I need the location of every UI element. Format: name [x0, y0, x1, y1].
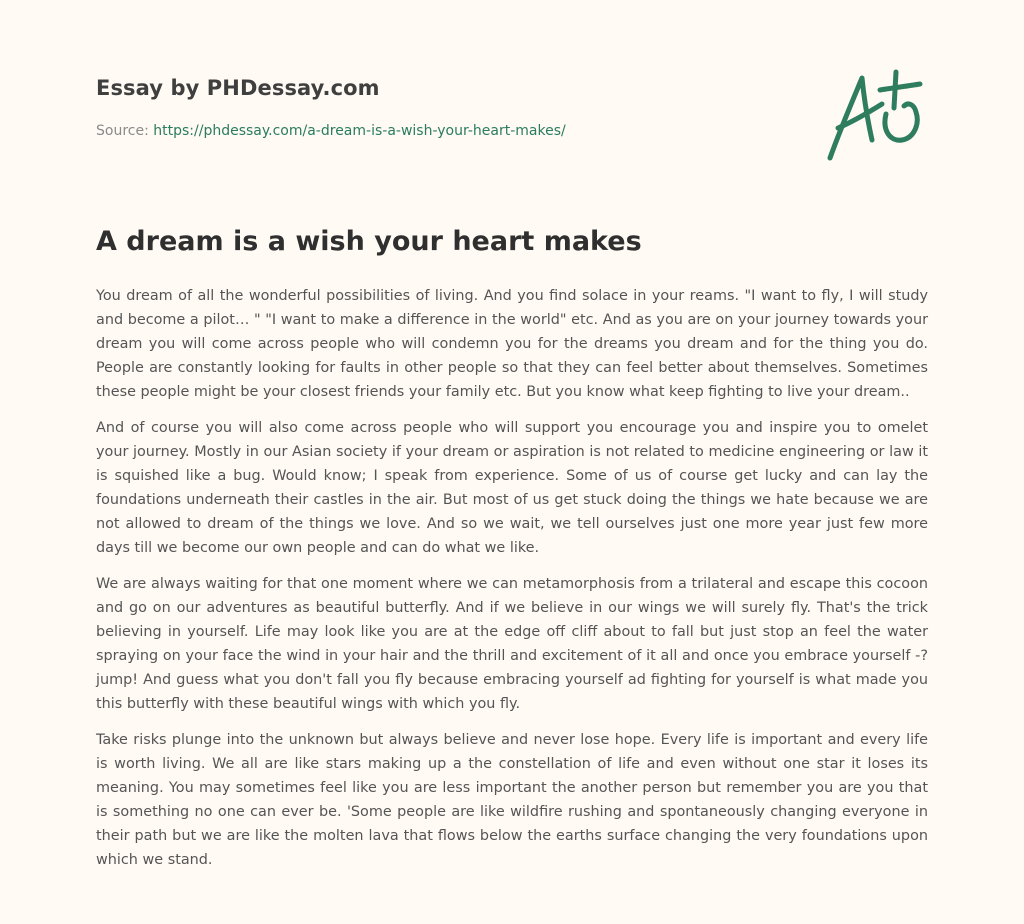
source-link[interactable]: https://phdessay.com/a-dream-is-a-wish-your-heart-makes/	[153, 123, 566, 139]
essay-paragraph: And of course you will also come across people who will support you encourage you and inspire you to omelet your journey. Mostly in our Asian society if your dream or aspiration is not related to medicine engineering or law it is squished like a bug. Would know; I speak from experience. Some of us of course get lucky and can lay the foundations underneath their castles in the air. But most of us get stuck doing the things we hate because we are not allowed to dream of the things we love. And so we wait, we tell ourselves just one more year just few more days till we become our own people and can do what we like.	[96, 420, 928, 556]
essay-body	[96, 284, 928, 884]
source-label: Source:	[96, 123, 149, 139]
source-line	[96, 123, 566, 139]
essay-paragraph: Take risks plunge into the unknown but always believe and never lose hope. Every life is important and every life is worth living. We all are like stars making up a the constellation of life and even without one star it loses its meaning. You may sometimes feel like you are less important the another person but remember you are you that is something no one can ever be. 'Some people are like wildfire rushing and spontaneously changing everyone in their path but we are like the molten lava that flows below the earths surface changing the very foundations upon which we stand.	[96, 732, 928, 868]
a-plus-logo-icon	[824, 68, 924, 164]
essay-paragraph: You dream of all the wonderful possibilities of living. And you find solace in your reams. "I want to fly, I will study and become a pilot… " "I want to make a difference in the world" etc. And as you are on your journey towards your dream you will come across people who will condemn you for the dreams you dream and for the thing you do. People are constantly looking for faults in other people so that they can feel better about themselves. Sometimes these people might be your closest friends your family etc. But you know what keep fighting to live your dream..	[96, 288, 928, 400]
essay-page	[96, 0, 928, 868]
page-header	[96, 0, 928, 200]
essay-title: A dream is a wish your heart makes	[96, 226, 642, 257]
essay-paragraph: We are always waiting for that one moment where we can metamorphosis from a trilateral and escape this cocoon and go on our adventures as beautiful butterfly. And if we believe in our wings we will surely fly. That's the trick believing in yourself. Life may look like you are at the edge off cliff about to fall but just stop an feel the water spraying on your face the wind in your hair and the thrill and excitement of it all and once you embrace yourself -? jump! And guess what you don't fall you fly because embracing yourself ad fighting for yourself is what made you this butterfly with these beautiful wings with which you fly.	[96, 576, 928, 712]
brand-title: Essay by PHDessay.com	[96, 76, 380, 100]
